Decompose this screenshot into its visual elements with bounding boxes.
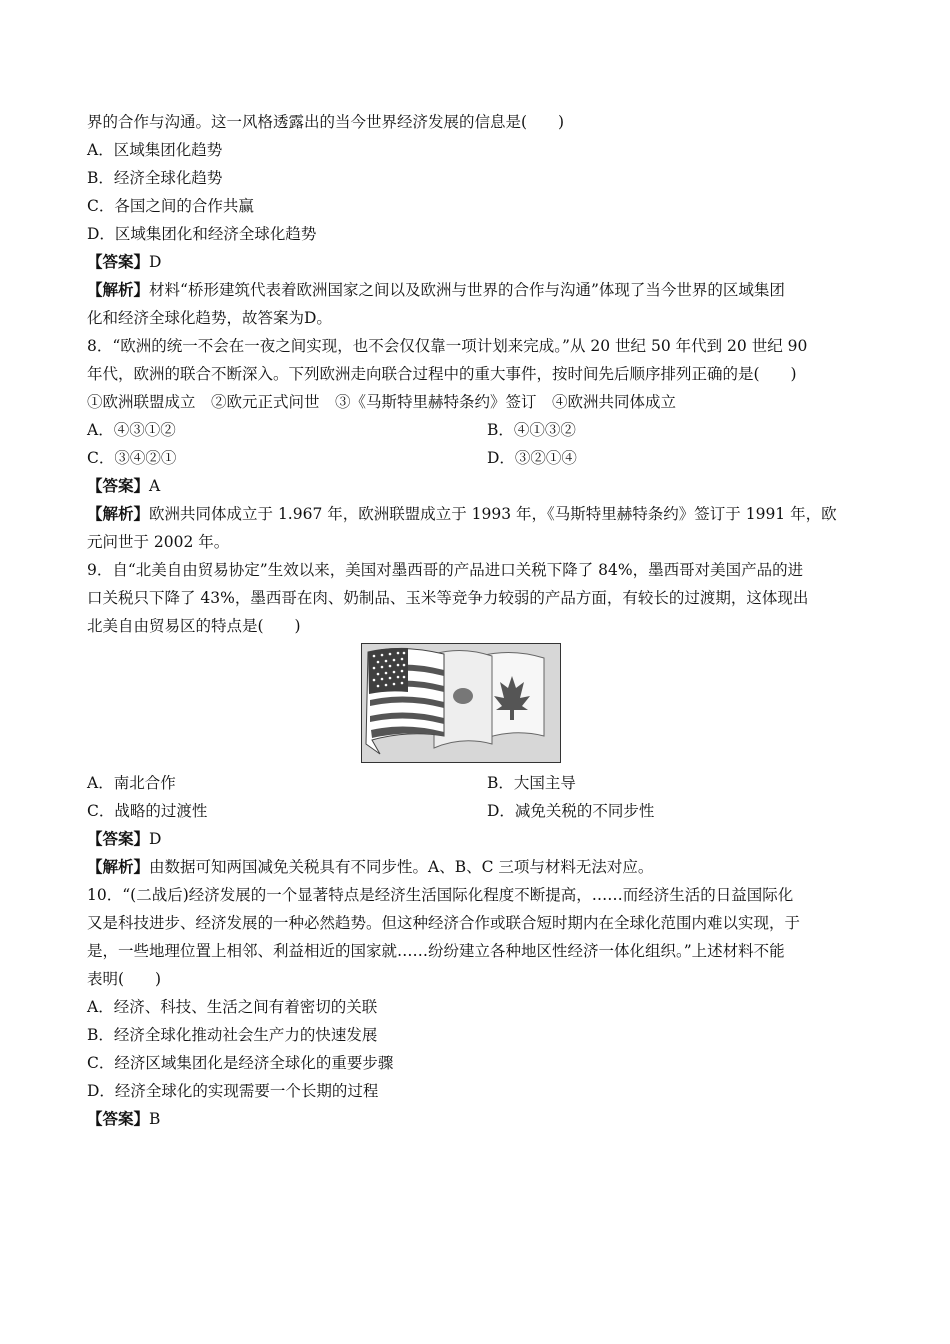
q8-analysis xyxy=(87,504,837,524)
q7-analysis-cont: 化和经济全球化趋势，故答案为D。 xyxy=(87,309,332,327)
q9-stem-3: 北美自由贸易区的特点是( ) xyxy=(87,617,301,635)
answer-tag: 【答案】 xyxy=(87,1109,150,1128)
q9-stem-2: 口关税只下降了 43%，墨西哥在肉、奶制品、玉米等竞争力较弱的产品方面，有较长的过渡期，这体现出 xyxy=(87,589,809,607)
analysis-tag: 【解析】 xyxy=(87,857,150,876)
q9-option-d: D．减免关税的不同步性 xyxy=(487,802,655,820)
answer-value: D xyxy=(149,830,162,848)
analysis-text: 欧洲共同体成立于 1.967 年，欧洲联盟成立于 1993 年，《马斯特里赫特条约》签订于 1991 年，欧 xyxy=(149,505,837,523)
q7-option-d: D．区域集团化和经济全球化趋势 xyxy=(87,225,317,243)
q9-option-c: C．战略的过渡性 xyxy=(87,802,208,820)
analysis-text: 材料“桥形建筑代表着欧洲国家之间以及欧洲与世界的合作与沟通”体现了当今世界的区域集团 xyxy=(149,281,785,299)
flags-usa-mexico-canada-icon xyxy=(361,643,561,763)
q10-stem-2: 又是科技进步、经济发展的一种必然趋势。但这种经济合作或联合短时期内在全球化范围内难以实现，于 xyxy=(87,914,801,932)
answer-value: B xyxy=(149,1110,161,1128)
q8-option-d: D．③②①④ xyxy=(487,449,577,467)
answer-value: A xyxy=(149,477,161,495)
q9-stem-1: 9．自“北美自由贸易协定”生效以来，美国对墨西哥的产品进口关税下降了 84%，墨西哥对美国产品的进 xyxy=(87,561,804,579)
q8-stem-1: 8．“欧洲的统一不会在一夜之间实现，也不会仅仅靠一项计划来完成。”从 20 世纪 50 年代到 20 世纪 90 xyxy=(87,337,808,355)
q10-stem-4: 表明( ) xyxy=(87,970,162,988)
answer-value: D xyxy=(149,253,162,271)
q8-stem-2: 年代，欧洲的联合不断深入。下列欧洲走向联合过程中的重大事件，按时间先后顺序排列正确的是( ) xyxy=(87,365,797,383)
q7-stem-tail: 界的合作与沟通。这一风格透露出的当今世界经济发展的信息是( ) xyxy=(87,113,565,131)
q10-option-a: A．经济、科技、生活之间有着密切的关联 xyxy=(87,998,378,1016)
q9-option-b: B．大国主导 xyxy=(487,774,576,792)
q8-option-c: C．③④②① xyxy=(87,449,177,467)
q10-option-c: C．经济区域集团化是经济全球化的重要步骤 xyxy=(87,1054,394,1072)
q8-option-a: A．④③①② xyxy=(87,421,176,439)
q10-answer xyxy=(87,1109,160,1129)
q8-items: ①欧洲联盟成立 ②欧元正式问世 ③《马斯特里赫特条约》签订 ④欧洲共同体成立 xyxy=(87,393,677,411)
answer-tag: 【答案】 xyxy=(87,252,150,271)
q10-stem-1: 10．“(二战后)经济发展的一个显著特点是经济生活国际化程度不断提高，……而经济生活的日益国际化 xyxy=(87,886,794,904)
q7-option-c: C．各国之间的合作共赢 xyxy=(87,197,254,215)
q8-answer xyxy=(87,476,160,496)
q7-analysis xyxy=(87,280,785,300)
q7-answer xyxy=(87,252,161,272)
answer-tag: 【答案】 xyxy=(87,476,150,495)
q9-option-a: A．南北合作 xyxy=(87,774,176,792)
q7-option-a: A．区域集团化趋势 xyxy=(87,141,223,159)
q8-option-b: B．④①③② xyxy=(487,421,576,439)
q7-option-b: B．经济全球化趋势 xyxy=(87,169,223,187)
q9-analysis xyxy=(87,857,653,877)
q8-analysis-cont: 元问世于 2002 年。 xyxy=(87,533,230,551)
answer-tag: 【答案】 xyxy=(87,829,150,848)
analysis-tag: 【解析】 xyxy=(87,280,150,299)
analysis-text: 由数据可知两国减免关税具有不同步性。A、B、C 三项与材料无法对应。 xyxy=(149,858,654,876)
analysis-tag: 【解析】 xyxy=(87,504,150,523)
q10-option-b: B．经济全球化推动社会生产力的快速发展 xyxy=(87,1026,378,1044)
q9-answer xyxy=(87,829,161,849)
q10-option-d: D．经济全球化的实现需要一个长期的过程 xyxy=(87,1082,379,1100)
q10-stem-3: 是，一些地理位置上相邻、利益相近的国家就……纷纷建立各种地区性经济一体化组织。”上述材料不能 xyxy=(87,942,785,960)
